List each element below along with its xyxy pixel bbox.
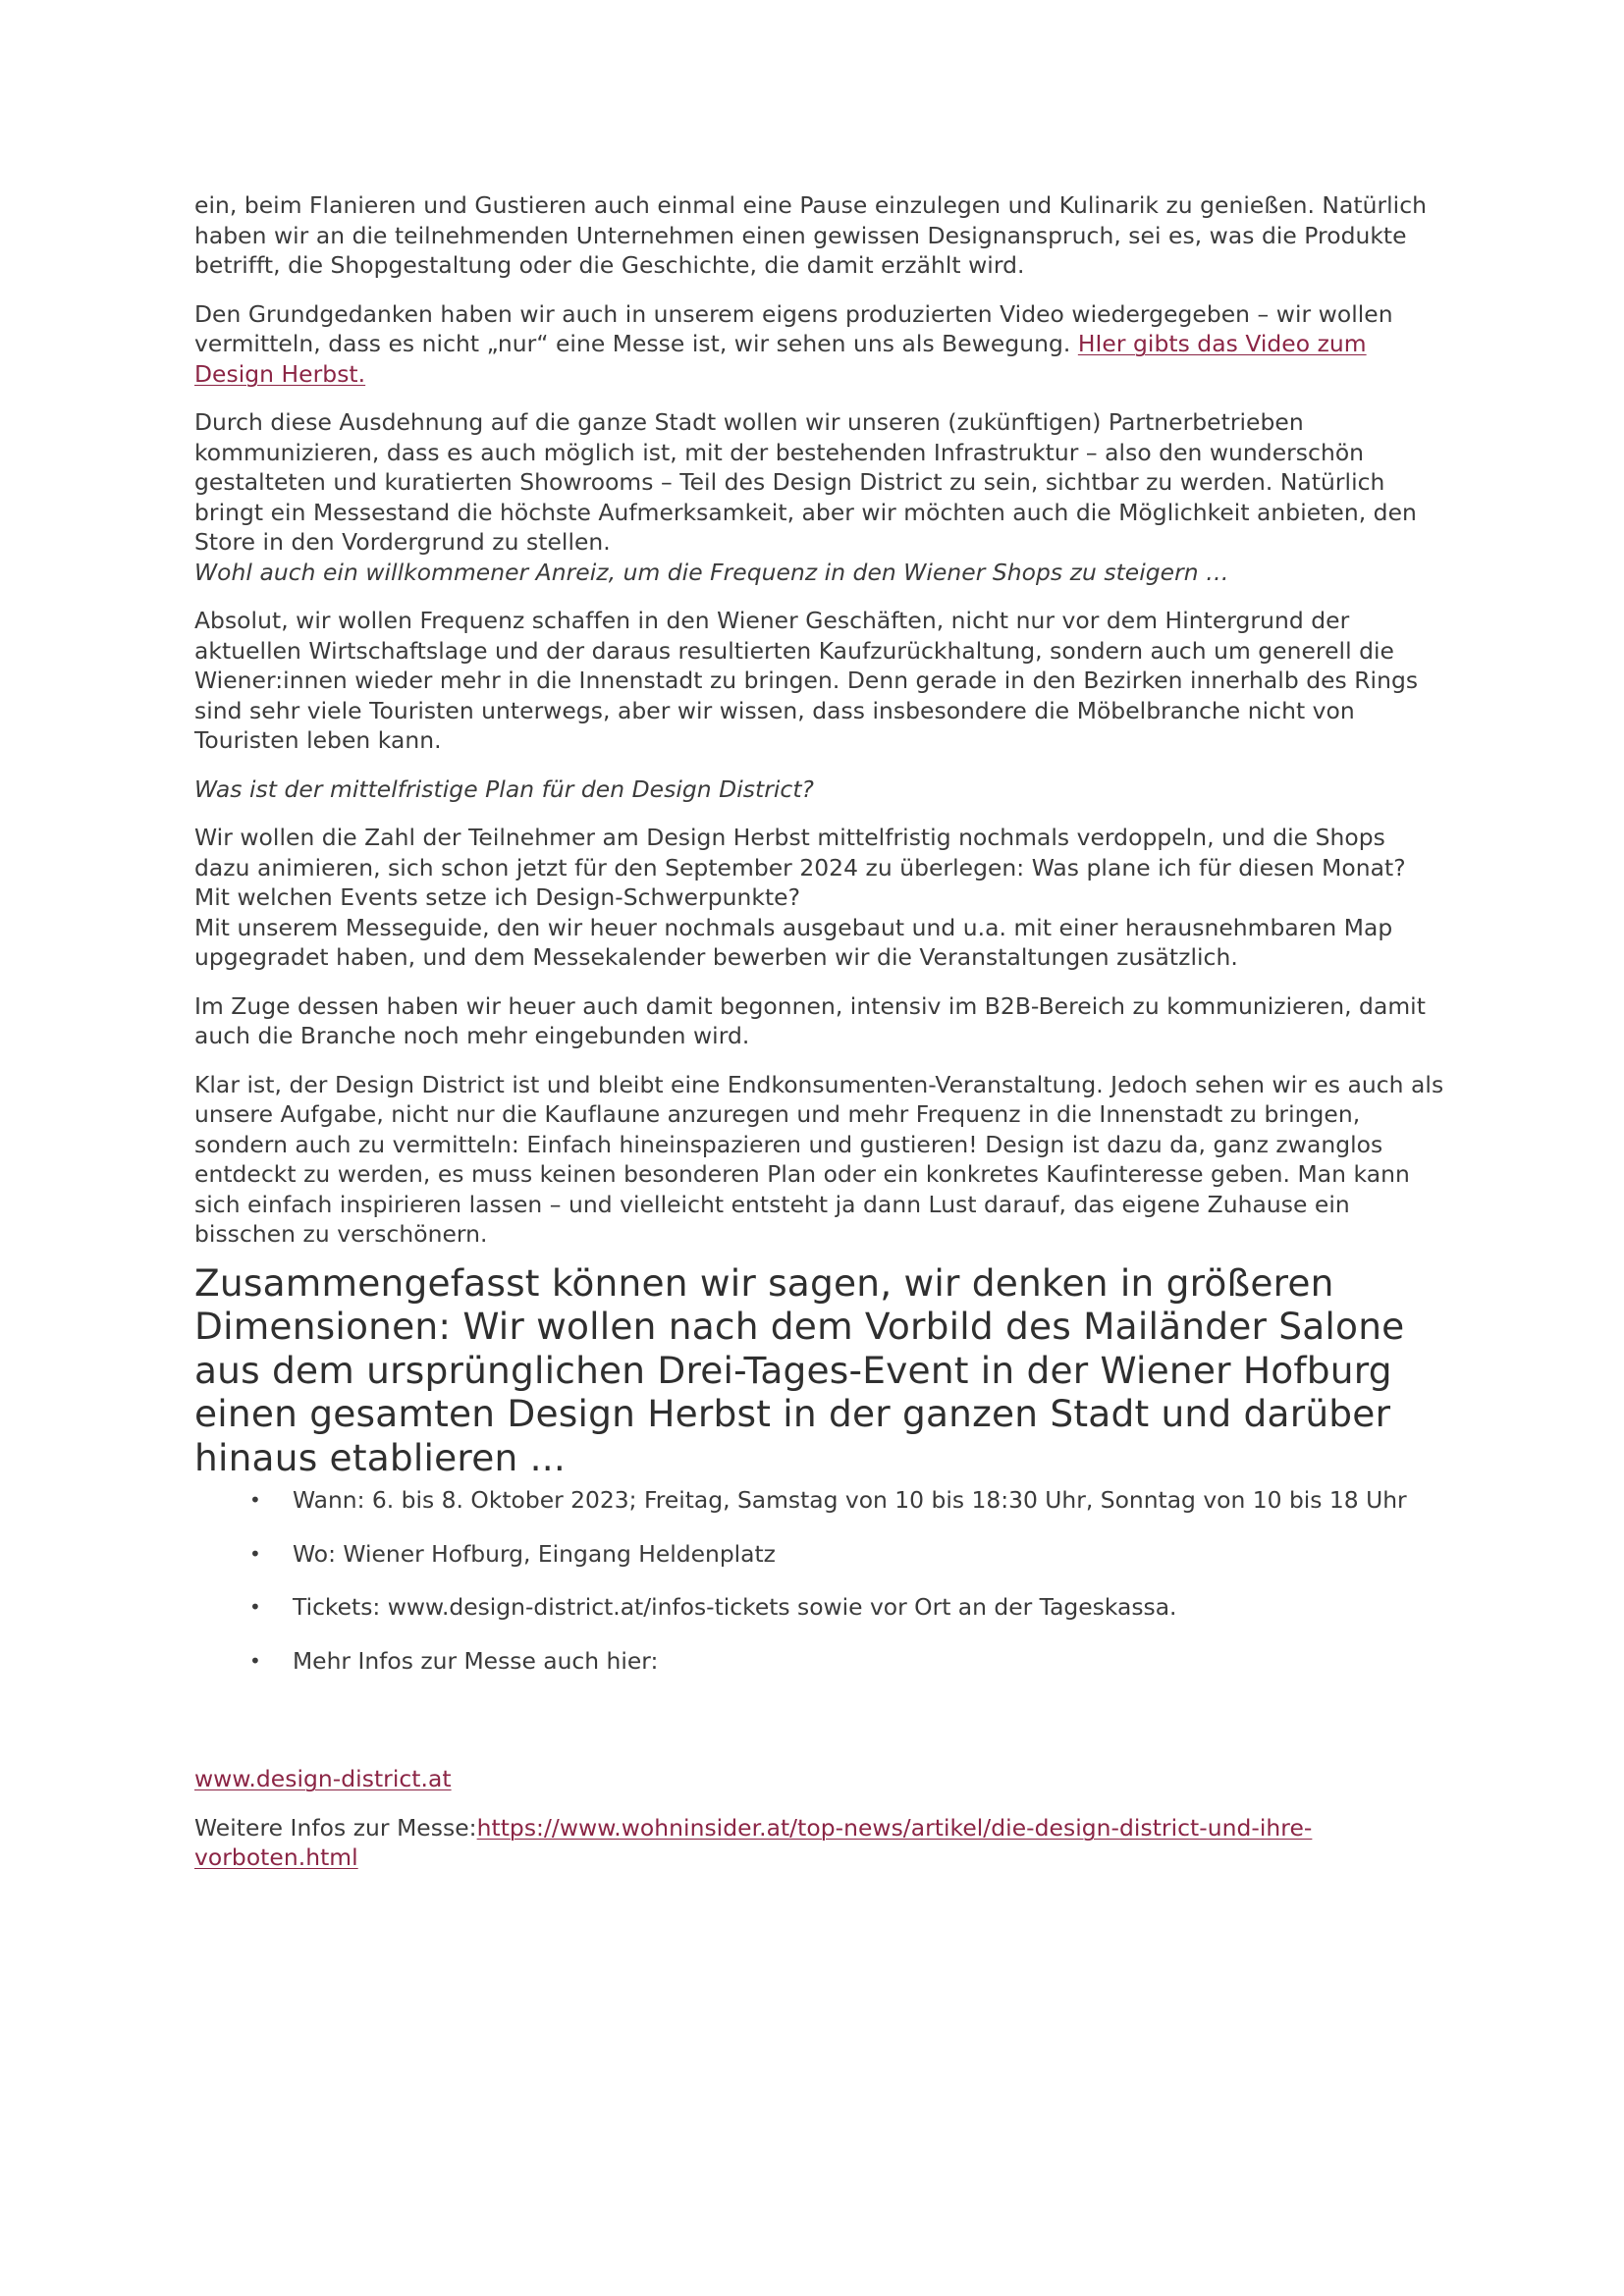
document-page bbox=[194, 190, 1446, 1873]
bullet-icon: • bbox=[249, 1488, 261, 1512]
more-info-link[interactable]: https://www.wohninsider.at/top-news/artikel/die-design-district-und-ihre-vorboten.html bbox=[194, 1813, 1313, 1871]
summary-heading: Zusammengefasst können wir sagen, wir denken in größeren Dimensionen: Wir wollen nach dem Vorbild des Mailänder Salone aus dem ursprünglichen Drei-Tages-Event in der Wiener Hofburg einen gesamten Design Herbst in der ganzen Stadt und darüber hinaus etablieren ... bbox=[194, 1260, 1405, 1479]
website-link[interactable]: www.design-district.at bbox=[194, 1765, 452, 1792]
paragraph-video-text: Den Grundgedanken haben wir auch in unserem eigens produzierten Video wiedergegeben – wir wollen vermitteln, dass es nicht „nur“ eine Messe ist, wir sehen uns als Bewegung. bbox=[194, 299, 1393, 357]
paragraph-4: Absolut, wir wollen Frequenz schaffen in den Wiener Geschäften, nicht nur vor dem Hintergrund der aktuellen Wirtschaftslage und der daraus resultierten Kaufzurückhaltung, sondern auch um generell die Wiener:innen wieder mehr in die Innenstadt zu bringen. Denn gerade in den Bezirken innerhalb des Rings sind sehr viele Touristen unterwegs, aber wir wissen, dass insbesondere die Möbelbranche nicht von Touristen leben kann. bbox=[194, 607, 1419, 754]
video-link[interactable]: HIer gibts das Video zum Design Herbst. bbox=[194, 330, 1367, 388]
list-item: • Wann: 6. bis 8. Oktober 2023; Freitag, Samstag von 10 bis 18:30 Uhr, Sonntag von 10 bis 18 Uhr bbox=[249, 1486, 1407, 1514]
website-paragraph bbox=[194, 1764, 1446, 1794]
paragraph-1: ein, beim Flanieren und Gustieren auch einmal eine Pause einzulegen und Kulinarik zu genießen. Natürlich haben wir an die teilnehmenden Unternehmen einen gewissen Designanspruch, sei es, was die Produkte betrifft, die Shopgestaltung oder die Geschichte, die damit erzählt wird. bbox=[194, 191, 1428, 279]
paragraph-5b: Mit unserem Messeguide, den wir heuer nochmals ausgebaut und u.a. mit einer herausnehmbaren Map upgegradet haben, und dem Messekalender bewerben wir die Veranstaltungen zusätzlich. bbox=[194, 913, 1393, 971]
more-info-label: Weitere Infos zur Messe: bbox=[194, 1813, 477, 1842]
bullet-icon: • bbox=[249, 1648, 261, 1673]
more-info-paragraph bbox=[194, 1813, 1446, 1873]
list-item: • Mehr Infos zur Messe auch hier: bbox=[249, 1646, 659, 1675]
paragraph-7: Klar ist, der Design District ist und bleibt eine Endkonsumenten-Veranstaltung. Jedoch sehen wir es auch als unsere Aufgabe, nicht nur die Kauflaune anzuregen und mehr Frequenz in die Innenstadt zu bringen, sondern auch zu vermitteln: Einfach hineinspazieren und gustieren! Design ist dazu da, ganz zwanglos entdeckt zu werden, es muss keinen besonderen Plan oder ein konkretes Kaufinteresse geben. Man kann sich einfach inspirieren lassen – und vielleicht entsteht ja dann Lust darauf, das eigene Zuhause ein bisschen zu verschönern. bbox=[194, 1070, 1444, 1248]
bullet-icon: • bbox=[249, 1541, 261, 1566]
list-item: • Wo: Wiener Hofburg, Eingang Heldenplatz bbox=[249, 1539, 776, 1568]
bullet-icon: • bbox=[249, 1595, 261, 1619]
paragraph-6: Im Zuge dessen haben wir heuer auch damit begonnen, intensiv im B2B-Bereich zu kommunizieren, damit auch die Branche noch mehr eingebunden wird. bbox=[194, 991, 1426, 1049]
paragraph-video bbox=[194, 299, 1446, 390]
paragraph-3: Durch diese Ausdehnung auf die ganze Stadt wollen wir unseren (zukünftigen) Partnerbetrieben kommunizieren, dass es auch möglich ist, mit der bestehenden Infrastruktur – also den wunderschön gestalteten und kuratierten Showrooms – Teil des Design District zu sein, sichtbar zu werden. Natürlich bringt ein Messestand die höchste Aufmerksamkeit, aber wir möchten auch die Möglichkeit anbieten, den Store in den Vordergrund zu stellen. bbox=[194, 408, 1417, 556]
list-item: • Tickets: www.design-district.at/infos-tickets sowie vor Ort an der Tageskassa. bbox=[249, 1593, 1177, 1621]
question-2: Was ist der mittelfristige Plan für den Design District? bbox=[194, 774, 815, 803]
question-1: Wohl auch ein willkommener Anreiz, um die Frequenz in den Wiener Shops zu steigern … bbox=[194, 558, 1229, 586]
event-info-list bbox=[194, 1485, 1446, 1676]
paragraph-5a: Wir wollen die Zahl der Teilnehmer am Design Herbst mittelfristig nochmals verdoppeln, und die Shops dazu animieren, sich schon jetzt für den September 2024 zu überlegen: Was plane ich für diesen Monat? Mit welchen Events setze ich Design-Schwerpunkte? bbox=[194, 824, 1406, 911]
spacer bbox=[194, 1699, 1446, 1764]
